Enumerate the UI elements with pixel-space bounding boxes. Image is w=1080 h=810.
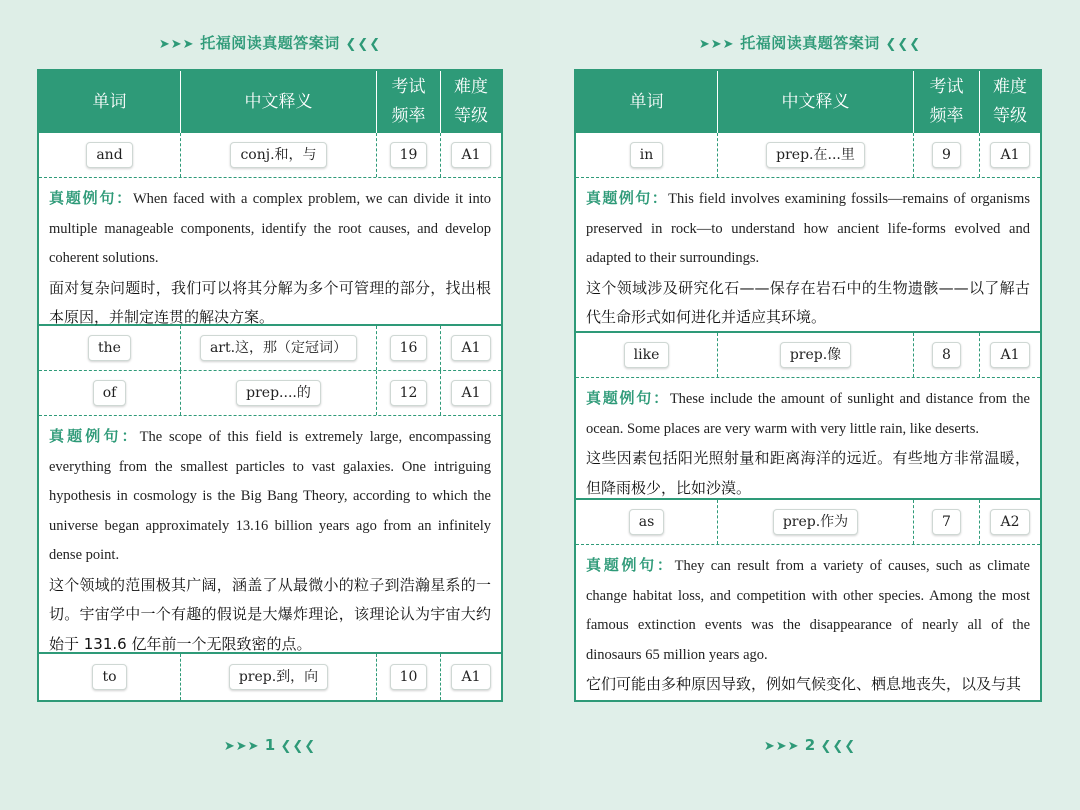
- left-arrows-icon: ❮❮❮: [820, 739, 857, 754]
- page-title-text: 托福阅读真题答案词: [200, 34, 340, 52]
- freq-cell: 10: [390, 664, 428, 690]
- page-number-text: 1: [264, 736, 276, 754]
- word-cell: of: [93, 380, 127, 406]
- page-title: [540, 32, 1080, 53]
- col-freq-header: 考试 频率: [914, 71, 980, 133]
- word-cell: and: [86, 142, 132, 168]
- meaning-cell: prep....的: [236, 380, 321, 406]
- word-row: [39, 133, 501, 178]
- example-zh: 面对复杂问题时，我们可以将其分解为多个可管理的部分，找出根本原因，并制定连贯的解决方案。: [49, 278, 491, 326]
- vocab-table: [37, 69, 503, 702]
- example-zh: 这些因素包括阳光照射量和距离海洋的远近。有些地方非常温暖，但降雨极少，比如沙漠。: [586, 449, 1030, 497]
- freq-cell: 16: [390, 335, 428, 361]
- meaning-cell: conj.和，与: [230, 142, 326, 168]
- right-arrows-icon: ➤➤➤: [223, 739, 260, 754]
- word-cell: as: [629, 509, 665, 535]
- col-meaning-header: 中文释义: [181, 71, 377, 133]
- example-en: This field involves examining fossils—remains of organisms preserved in rock—to understand how ancient life-forms evolved and adapted to their surroundings.: [586, 191, 1030, 266]
- example-block: 真题例句：This field involves examining fossils—remains of organisms preserved in rock—to understand how ancient life-forms evolved and adapted to their surroundings. 这个领域涉及研究化石——保存在岩石中的生物遗骸——以了解古代生命形式如何进化并适应其环境。: [576, 178, 1040, 333]
- freq-cell: 7: [932, 509, 961, 535]
- word-cell: like: [624, 342, 670, 368]
- example-tag: 真题例句: [49, 427, 122, 445]
- word-row: [39, 371, 501, 416]
- page-number-text: 2: [804, 736, 816, 754]
- col-word-header: 单词: [576, 71, 718, 133]
- meaning-cell: prep.像: [780, 342, 851, 368]
- right-arrows-icon: ➤➤➤: [158, 37, 195, 52]
- example-en: When faced with a complex problem, we can divide it into multiple manageable components, identify the root causes, and develop coherent solutions.: [49, 191, 491, 266]
- example-zh: 这个领域的范围极其广阔，涵盖了从最微小的粒子到浩瀚星系的一切。宇宙学中一个有趣的假说是大爆炸理论，该理论认为宇宙大约始于 131.6 亿年前一个无限致密的点。: [49, 575, 491, 653]
- word-row: [576, 333, 1040, 378]
- level-cell: A1: [451, 380, 490, 406]
- left-arrows-icon: ❮❮❮: [885, 37, 922, 52]
- meaning-cell: prep.在...里: [766, 142, 865, 168]
- example-block: 真题例句：They can result from a variety of causes, such as climate change habitat loss, and competition with other species. Among the most famous extinction events was the disappearance of nearly all of the dinosaurs 65 million years ago. 它们可能由多种原因导致，例如气候变化、栖息地丧失，以及与其: [576, 545, 1040, 702]
- freq-cell: 12: [390, 380, 428, 406]
- col-level-header: 难度 等级: [993, 77, 1027, 126]
- col-freq-header: 考试 频率: [377, 71, 441, 133]
- page-title-text: 托福阅读真题答案词: [740, 34, 880, 52]
- col-level-header: 难度 等级: [454, 77, 488, 126]
- word-row: [39, 326, 501, 371]
- page-number: [0, 736, 540, 754]
- word-cell: the: [88, 335, 131, 361]
- freq-cell: 9: [932, 142, 961, 168]
- example-tag: 真题例句: [49, 189, 117, 207]
- meaning-cell: prep.作为: [773, 509, 858, 535]
- example-en: They can result from a variety of causes, such as climate change habitat loss, and competition with other species. Among the most famous extinction events was the disappearance of nearly all of the dinosaurs 65 million years ago.: [586, 558, 1030, 663]
- left-arrows-icon: ❮❮❮: [345, 37, 382, 52]
- left-arrows-icon: ❮❮❮: [280, 739, 317, 754]
- freq-cell: 8: [932, 342, 961, 368]
- table-header: [576, 71, 1040, 133]
- word-cell: in: [630, 142, 664, 168]
- col-meaning-header: 中文释义: [718, 71, 914, 133]
- word-row: [576, 133, 1040, 178]
- example-zh: 这个领域涉及研究化石——保存在岩石中的生物遗骸——以了解古代生命形式如何进化并适应其环境。: [586, 278, 1030, 326]
- example-zh: 它们可能由多种原因导致，例如气候变化、栖息地丧失，以及与其: [586, 675, 1022, 693]
- page-title: [0, 32, 540, 53]
- page-number: [540, 736, 1080, 754]
- example-tag: 真题例句: [586, 389, 654, 407]
- example-tag: 真题例句: [586, 189, 652, 207]
- meaning-cell: prep.到，向: [229, 664, 328, 690]
- example-tag: 真题例句: [586, 556, 657, 574]
- level-cell: A1: [451, 664, 490, 690]
- example-block: 真题例句：These include the amount of sunlight and distance from the ocean. Some places are very warm with very little rain, like deserts. 这些因素包括阳光照射量和距离海洋的远近。有些地方非常温暖，但降雨极少，比如沙漠。: [576, 378, 1040, 500]
- right-arrows-icon: ➤➤➤: [763, 739, 800, 754]
- freq-cell: 19: [390, 142, 428, 168]
- word-row: [39, 654, 501, 700]
- col-word-header: 单词: [39, 71, 181, 133]
- table-header: [39, 71, 501, 133]
- level-cell: A1: [990, 342, 1029, 368]
- page-2: [540, 0, 1080, 810]
- meaning-cell: art.这，那（定冠词）: [200, 335, 357, 361]
- word-cell: to: [92, 664, 126, 690]
- level-cell: A2: [990, 509, 1029, 535]
- example-block: 真题例句：When faced with a complex problem, we can divide it into multiple manageable components, identify the root causes, and develop coherent solutions. 面对复杂问题时，我们可以将其分解为多个可管理的部分，找出根本原因，并制定连贯的解决方案。: [39, 178, 501, 326]
- vocab-table: [574, 69, 1042, 702]
- example-en: The scope of this field is extremely large, encompassing everything from the smallest particles to vast galaxies. One intriguing hypothesis in cosmology is the Big Bang Theory, according to which the universe began approximately 13.16 billion years ago from an infinitely dense point.: [49, 429, 491, 563]
- word-row: [576, 500, 1040, 545]
- level-cell: A1: [990, 142, 1029, 168]
- level-cell: A1: [451, 142, 490, 168]
- level-cell: A1: [451, 335, 490, 361]
- right-arrows-icon: ➤➤➤: [698, 37, 735, 52]
- example-block: 真题例句：The scope of this field is extremely large, encompassing everything from the smallest particles to vast galaxies. One intriguing hypothesis in cosmology is the Big Bang Theory, according to which the universe began approximately 13.16 billion years ago from an infinitely dense point. 这个领域的范围极其广阔，涵盖了从最微小的粒子到浩瀚星系的一切。宇宙学中一个有趣的假说是大爆炸理论，该理论认为宇宙大约始于 131.6 亿年前一个无限致密的点。: [39, 416, 501, 654]
- example-en: These include the amount of sunlight and distance from the ocean. Some places are very warm with very little rain, like deserts.: [586, 391, 1030, 437]
